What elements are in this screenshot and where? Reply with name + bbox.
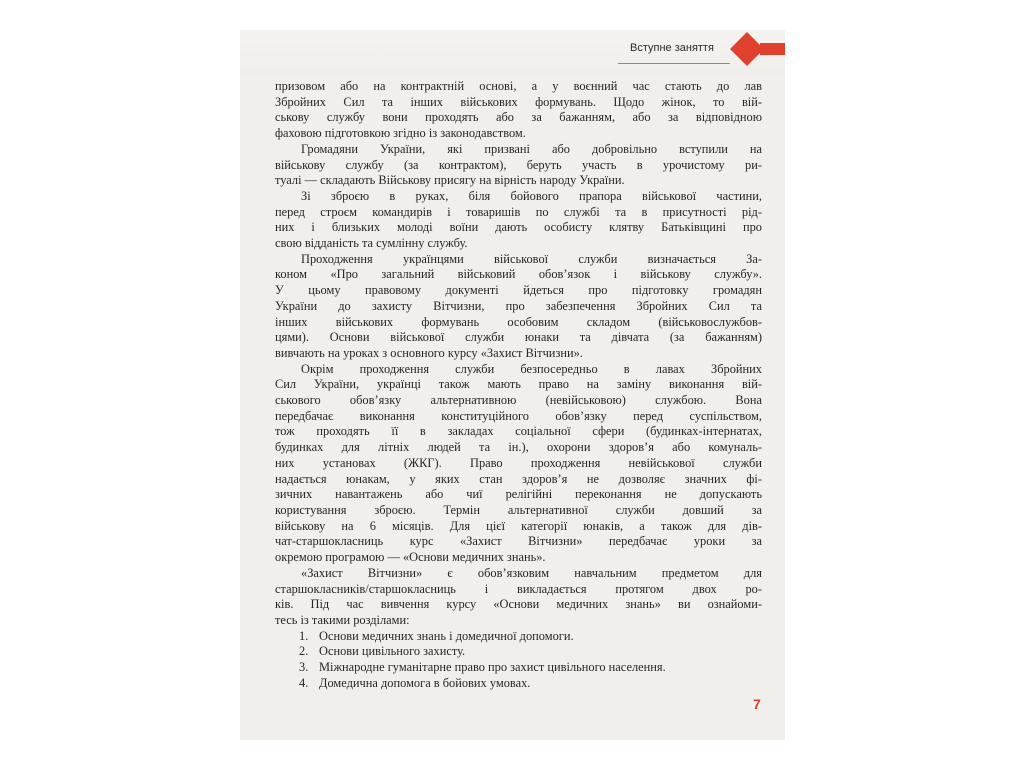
text-line: надається юнакам, у яких стан здоров’я не дозволяє значних фі- — [275, 471, 762, 486]
text-line: чат-старшокласниць курс «Захист Вітчизни» передбачає уроки за — [275, 534, 762, 549]
page-number: 7 — [753, 696, 761, 712]
text-line: перед строєм командирів і товаришів по службі та в присутності рід- — [275, 204, 762, 219]
section-title: Вступне заняття — [630, 42, 714, 54]
text-line: користування зброєю. Термін альтернативної служби довший за — [275, 502, 762, 517]
text-line: них і близьких молоді воїни дають особисту клятву Батьківщині про — [275, 220, 762, 235]
list-number: 2. — [299, 644, 309, 659]
text-line: передбачає виконання конституційного обов’язку перед суспільством, — [275, 408, 762, 423]
text-line: Окрім проходження служби безпосередньо в лавах Збройних — [301, 361, 762, 376]
list-item — [275, 629, 762, 645]
sections-list — [275, 629, 762, 692]
text-line: вивчають на уроках з основного курсу «Захист Вітчизни». — [275, 345, 583, 360]
text-line: ськову службу вони проходять або за бажанням, або за відповідною — [275, 110, 762, 125]
list-text: Основи цивільного захисту. — [319, 644, 466, 659]
text-line: Сил України, українці також мають право на заміну виконання вій- — [275, 377, 762, 392]
body-text — [275, 79, 762, 691]
text-line: військову на 6 місяців. Для цієї категорії юнаків, а також для дів- — [275, 518, 762, 533]
text-line: військову службу (за контрактом), беруть участь в урочистому ри- — [275, 157, 762, 172]
text-line: них установах (ЖКГ). Право проходження невійськової служби — [275, 455, 762, 470]
text-line: цями). Основи військової служби юнаки та дівчата (за бажанням) — [275, 330, 762, 345]
text-line: тесь із такими розділами: — [275, 612, 410, 627]
running-header — [240, 30, 785, 75]
text-line: Проходження українцями військової служби визначається За- — [301, 251, 762, 266]
text-line: тож проходять її в закладах соціальної сфери (будинках-інтернатах, — [275, 424, 762, 439]
text-line: будинках для літніх людей та ін.), охорони здоров’я або комуналь- — [275, 440, 762, 455]
text-line: фаховою підготовкою згідно із законодавством. — [275, 126, 526, 141]
text-line: інших військових формувань особовим складом (військовослужбов- — [275, 314, 762, 329]
text-line: зичних навантажень або чиї релігійні переконання не допускають — [275, 487, 762, 502]
list-number: 3. — [299, 660, 309, 675]
text-line: Збройних Сил та інших військових формувань. Щодо жінок, то вій- — [275, 94, 762, 109]
list-item — [275, 644, 762, 660]
list-text: Основи медичних знань і домедичної допомоги. — [319, 628, 574, 643]
header-accent-bar — [760, 43, 785, 55]
list-text: Домедична допомога в бойових умовах. — [319, 675, 531, 690]
diamond-marker-icon — [730, 32, 764, 66]
text-line: туалі — складають Військову присягу на вірність народу України. — [275, 173, 625, 188]
list-number: 1. — [299, 628, 309, 643]
text-line: У цьому правовому документі йдеться про підготовку громадян — [275, 283, 762, 298]
text-line: Зі зброєю в руках, біля бойового прапора військової частини, — [301, 188, 762, 203]
text-line: свою відданість та сумлінну службу. — [275, 236, 468, 251]
list-item — [275, 676, 762, 692]
text-line: призовом або на контрактній основі, а у воєнний час стають до лав — [275, 79, 762, 93]
text-line: ськового обов’язку альтернативною (невійськовою) службою. Вона — [275, 393, 762, 408]
text-line: ків. Під час вивчення курсу «Основи медичних знань» ви ознайоми- — [275, 597, 762, 612]
textbook-page — [240, 30, 785, 740]
text-line: старшокласників/старшокласниць і викладається протягом двох ро- — [275, 581, 762, 596]
text-line: «Захист Вітчизни» є обов’язковим навчальним предметом для — [301, 565, 762, 580]
text-line: Громадяни України, які призвані або добровільно вступили на — [301, 141, 762, 156]
text-line: окремою програмою — «Основи медичних знань». — [275, 550, 546, 565]
list-item — [275, 660, 762, 676]
list-number: 4. — [299, 675, 309, 690]
text-line: України до захисту Вітчизни, про забезпечення Збройних Сил та — [275, 298, 762, 313]
header-rule — [618, 63, 730, 64]
text-line: коном «Про загальний військовий обов’язок і військову службу». — [275, 267, 762, 282]
list-text: Міжнародне гуманітарне право про захист цивільного населення. — [319, 660, 666, 675]
